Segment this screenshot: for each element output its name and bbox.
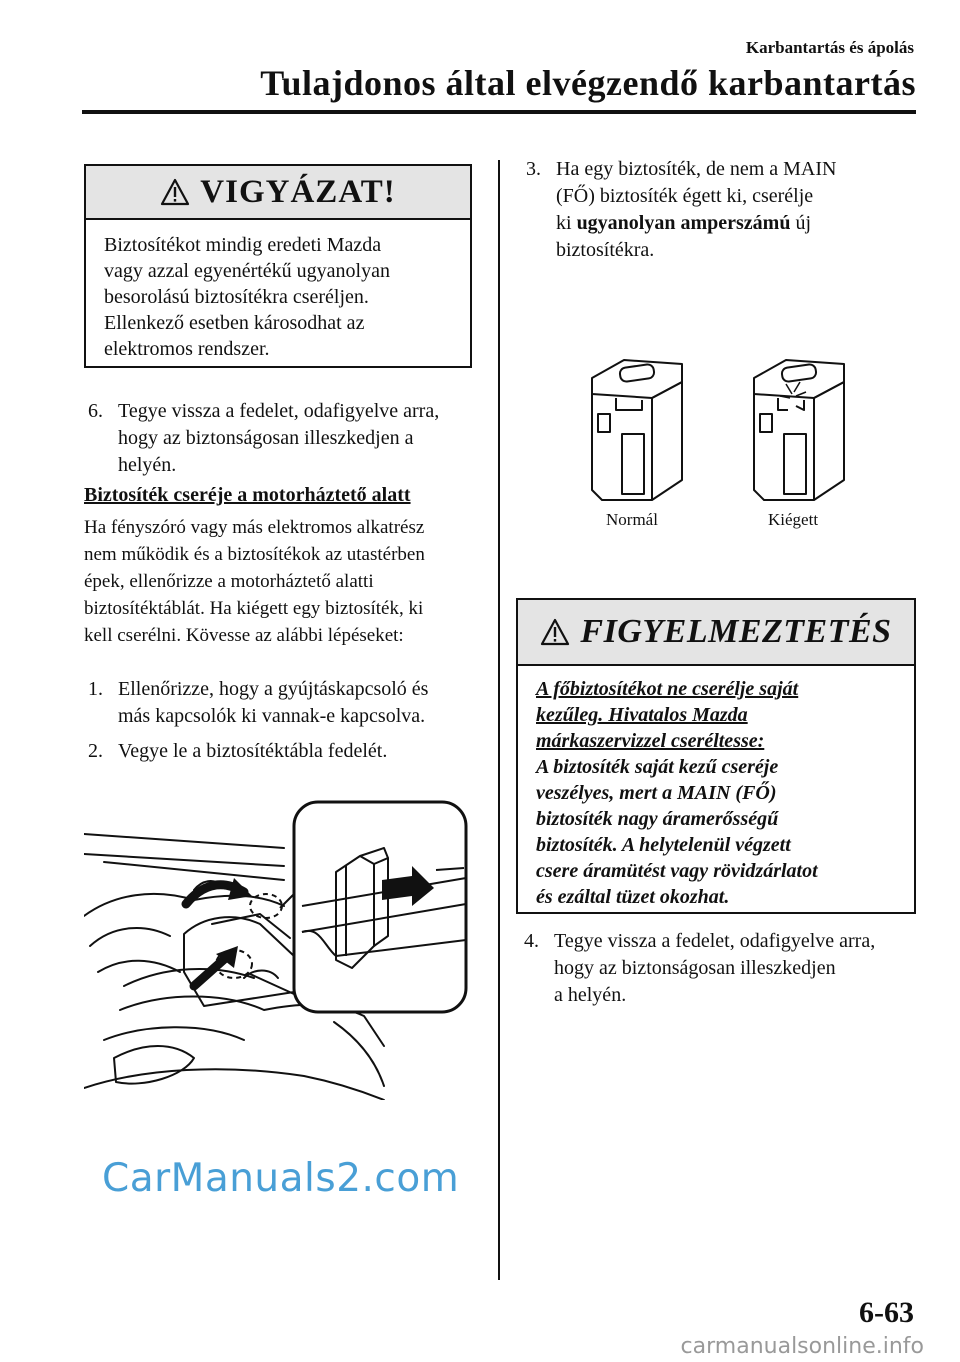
warning-triangle-icon bbox=[540, 618, 570, 646]
warning-line: csere áramütést vagy rövidzárlatot bbox=[536, 860, 818, 882]
normal-fuse-illustration bbox=[586, 354, 686, 504]
blown-fuse-illustration bbox=[748, 354, 848, 504]
caution-line: Ellenkező esetben károsodhat az bbox=[104, 312, 365, 334]
intro-line: épek, ellenőrizze a motorháztető alatti bbox=[84, 571, 374, 592]
normal-fuse-caption: Normál bbox=[606, 510, 658, 529]
page-title: Tulajdonos által elvégzendő karbantartás bbox=[260, 63, 916, 103]
step-text: a helyén. bbox=[554, 984, 627, 1006]
section-name: Karbantartás és ápolás bbox=[745, 38, 914, 57]
page-number: 6-63 bbox=[859, 1296, 914, 1329]
intro-line: biztosítéktáblát. Ha kiégett egy biztosíték, ki bbox=[84, 598, 424, 619]
warning-line: veszélyes, mert a MAIN (FŐ) bbox=[536, 782, 777, 804]
step-text: Ellenőrizze, hogy a gyújtáskapcsoló és bbox=[118, 678, 429, 700]
step-text: biztosítékra. bbox=[556, 239, 655, 261]
site-watermark: carmanualsonline.info bbox=[680, 1334, 924, 1359]
step-text: Tegye vissza a fedelet, odafigyelve arra, bbox=[554, 930, 876, 952]
intro-line: nem működik és a biztosítékok az utastérben bbox=[84, 544, 425, 565]
step-number: 3. bbox=[526, 158, 541, 180]
step-2 bbox=[88, 738, 387, 765]
warning-line: biztosíték nagy áramerősségű bbox=[536, 808, 779, 830]
step-text: Ha egy biztosíték, de nem a MAIN bbox=[556, 158, 837, 180]
step-number: 6. bbox=[88, 400, 103, 422]
caution-header bbox=[86, 166, 470, 220]
intro-line: kell cserélni. Kövesse az alábbi lépéseket: bbox=[84, 625, 404, 646]
step-number: 2. bbox=[88, 740, 103, 762]
caution-line: elektromos rendszer. bbox=[104, 338, 270, 360]
step-text: más kapcsolók ki vannak-e kapcsolva. bbox=[118, 705, 426, 727]
step-text-part: ki bbox=[556, 212, 577, 234]
engine-bay-illustration bbox=[84, 796, 470, 1100]
warning-title: FIGYELMEZTETÉS bbox=[580, 613, 892, 650]
emphasized-text: ugyanolyan amperszámú bbox=[576, 212, 791, 234]
warning-line: biztosíték. A helytelenül végzett bbox=[536, 834, 791, 856]
caution-line: vagy azzal egyenértékű ugyanolyan bbox=[104, 260, 390, 282]
step-text: Tegye vissza a fedelet, odafigyelve arra, bbox=[118, 400, 440, 422]
step-text: hogy az biztonságosan illeszkedjen bbox=[554, 957, 836, 979]
column-divider bbox=[498, 160, 500, 1280]
intro-line: Ha fényszóró vagy más elektromos alkatrész bbox=[84, 517, 425, 538]
header-rule bbox=[82, 110, 916, 114]
step-text: hogy az biztonságosan illeszkedjen a bbox=[118, 427, 414, 449]
watermark: CarManuals2.com bbox=[102, 1156, 460, 1201]
step-number: 1. bbox=[88, 678, 103, 700]
warning-line: és ezáltal tüzet okozhat. bbox=[536, 886, 730, 908]
step-text: Vegye le a biztosítéktábla fedelét. bbox=[118, 740, 388, 762]
step-number: 4. bbox=[524, 930, 539, 952]
step-1 bbox=[88, 676, 428, 730]
step-text: helyén. bbox=[118, 454, 177, 476]
warning-triangle-icon bbox=[160, 178, 190, 206]
intro-paragraph bbox=[84, 514, 484, 649]
warning-box bbox=[516, 598, 916, 914]
caution-text bbox=[86, 220, 470, 376]
blown-fuse-caption: Kiégett bbox=[768, 510, 819, 529]
step-text-part: új bbox=[790, 212, 812, 234]
section-heading: Biztosíték cseréje a motorháztető alatt bbox=[84, 484, 411, 506]
warning-underlined-line: márkaszervizzel cseréltesse: bbox=[536, 730, 765, 752]
warning-header bbox=[518, 600, 914, 666]
step-text: (FŐ) biztosíték égett ki, cserélje bbox=[556, 185, 814, 207]
caution-box bbox=[84, 164, 472, 368]
step-6 bbox=[88, 398, 439, 479]
warning-line: A biztosíték saját kezű cseréje bbox=[536, 756, 779, 778]
caution-line: besorolású biztosítékra cseréljen. bbox=[104, 286, 369, 308]
warning-underlined-line: A főbiztosítékot ne cserélje saját bbox=[536, 678, 799, 700]
step-3 bbox=[526, 156, 836, 264]
caution-title: VIGYÁZAT! bbox=[200, 173, 396, 210]
step-4 bbox=[524, 928, 875, 1009]
step-text bbox=[556, 210, 836, 237]
warning-underlined-line: kezűleg. Hivatalos Mazda bbox=[536, 704, 748, 726]
caution-line: Biztosítékot mindig eredeti Mazda bbox=[104, 234, 382, 256]
warning-text bbox=[518, 666, 914, 924]
